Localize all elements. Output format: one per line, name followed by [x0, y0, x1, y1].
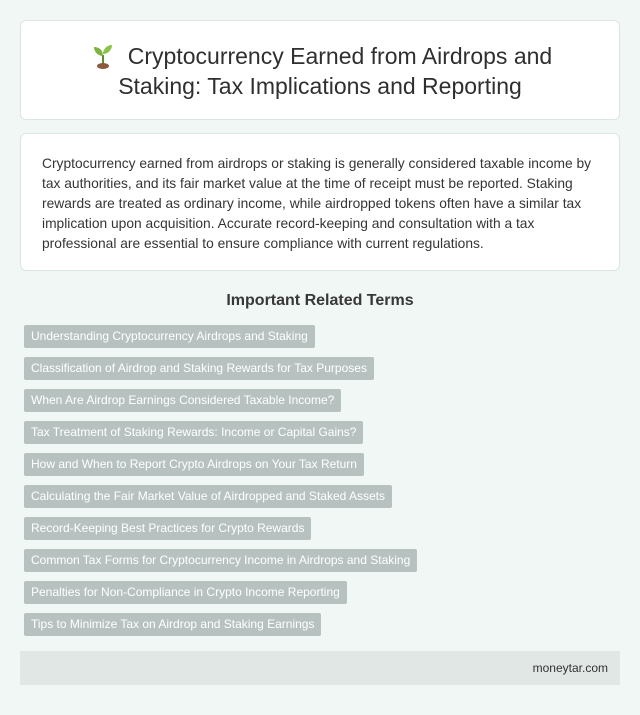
related-term-link[interactable]: Calculating the Fair Market Value of Airdropped and Staked Assets	[24, 485, 392, 508]
related-term-link[interactable]: When Are Airdrop Earnings Considered Taxable Income?	[24, 389, 341, 412]
related-term-link[interactable]: Tips to Minimize Tax on Airdrop and Staking Earnings	[24, 613, 321, 636]
summary-text: Cryptocurrency earned from airdrops or staking is generally considered taxable income by tax authorities, and its fair market value at the time of receipt must be reported. Staking rewards are treated as ordinary income, while airdropped tokens often have a similar tax implication upon acquisition. Accurate record-keeping and consultation with a tax professional are essential to ensure compliance with current regulations.	[42, 156, 592, 251]
related-term-link[interactable]: Classification of Airdrop and Staking Rewards for Tax Purposes	[24, 357, 374, 380]
related-term-link[interactable]: Common Tax Forms for Cryptocurrency Income in Airdrops and Staking	[24, 549, 417, 572]
related-term-link[interactable]: Record-Keeping Best Practices for Crypto Rewards	[24, 517, 311, 540]
sprout-icon	[88, 40, 118, 70]
related-terms-list	[24, 325, 620, 645]
related-term-link[interactable]: Understanding Cryptocurrency Airdrops and Staking	[24, 325, 315, 348]
related-term-link[interactable]: Tax Treatment of Staking Rewards: Income or Capital Gains?	[24, 421, 363, 444]
footer	[20, 651, 620, 685]
summary-card	[20, 133, 620, 271]
page-title-text: Cryptocurrency Earned from Airdrops and Staking: Tax Implications and Reporting	[118, 42, 553, 99]
related-term-link[interactable]: Penalties for Non-Compliance in Crypto Income Reporting	[24, 581, 347, 604]
page-title	[45, 40, 595, 101]
title-card	[20, 20, 620, 120]
related-term-link[interactable]: How and When to Report Crypto Airdrops on Your Tax Return	[24, 453, 364, 476]
related-terms-heading: Important Related Terms	[226, 292, 414, 309]
footer-site-link[interactable]: moneytar.com	[532, 661, 608, 675]
